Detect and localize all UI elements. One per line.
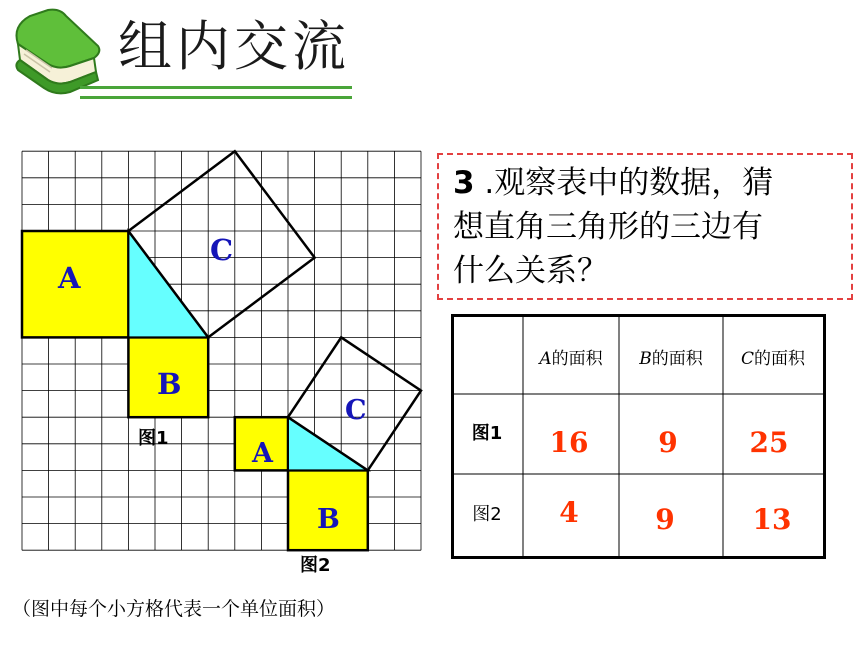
- question-box: [437, 153, 853, 300]
- row1-label: 图1: [471, 423, 503, 444]
- row2-label: 图2: [472, 504, 502, 525]
- table-header-a: A的面积: [539, 349, 603, 369]
- row2-value-b: 9: [655, 503, 675, 536]
- fig1-caption: 图1: [138, 428, 169, 449]
- question-line-1: 3 .观察表中的数据，猜: [453, 165, 774, 201]
- fig1-label-b: B: [157, 367, 182, 401]
- fig2-caption: 图2: [300, 555, 331, 576]
- area-table: [451, 314, 827, 560]
- question-line-3: 什么关系？: [453, 253, 608, 289]
- fig1-label-c: C: [210, 233, 234, 267]
- fig2-label-a: A: [252, 438, 273, 469]
- row1-value-b: 9: [658, 426, 678, 459]
- row2-value-a: 4: [559, 496, 579, 529]
- row1-value-c: 25: [749, 426, 789, 459]
- table-header-c: C的面积: [740, 349, 806, 369]
- question-line-2: 想直角三角形的三边有: [453, 209, 763, 245]
- figure-caption: （图中每个小方格代表一个单位面积）: [12, 598, 336, 620]
- fig1-label-a: A: [58, 261, 81, 295]
- fig2-label-c: C: [345, 395, 367, 426]
- row1-value-a: 16: [549, 426, 589, 459]
- table-header-b: B的面积: [639, 349, 703, 369]
- question-number: 3: [453, 165, 475, 201]
- row2-value-c: 13: [752, 503, 792, 536]
- fig2-label-b: B: [317, 504, 340, 535]
- page-title: 组内交流: [118, 15, 350, 78]
